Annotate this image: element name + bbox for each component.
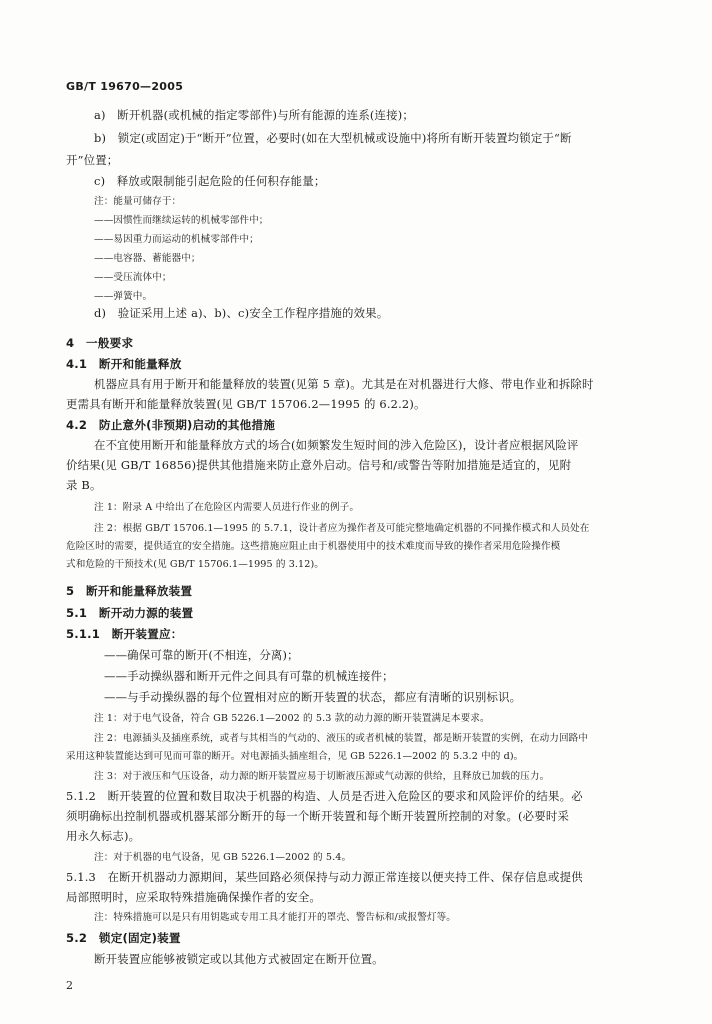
- note-2: 注 2：电源插头及插座系统，或者与其相当的气动的、液压的或者机械的装置，都是断开装置的实例，在动力回路中: [94, 733, 589, 744]
- paragraph-line: 用永久标志)。: [66, 829, 141, 843]
- list-item-c: c) 释放或限制能引起危险的任何积存能量；: [94, 174, 326, 188]
- list-item: ——与手动操纵器的每个位置相对应的断开装置的状态，都应有清晰的识别标识。: [104, 690, 522, 704]
- note-2: 注 2：根据 GB/T 15706.1—1995 的 5.7.1，设计者应为操作者及可能完整地确定机器的不同操作模式和人员处在: [94, 523, 590, 534]
- list-item: ——确保可靠的断开(不相连，分离)；: [104, 648, 299, 662]
- paragraph-line: 在不宜使用断开和能量释放方式的场合(如频繁发生短时间的涉入危险区)，设计者应根据风险评: [94, 438, 579, 452]
- page-number: 2: [66, 979, 74, 992]
- note-2-cont: 式和危险的干预技术(见 GB/T 15706.1—1995 的 3.12)。: [66, 559, 324, 570]
- note-item: ——弹簧中。: [94, 291, 153, 302]
- paragraph-line: 价结果(见 GB/T 16856)提供其他措施来防止意外启动。信号和/或警告等附加措施是适宜的，见附: [66, 458, 572, 472]
- section-5-2-heading: 5.2 锁定(固定)装置: [66, 931, 181, 945]
- paragraph-line: 断开装置应能够被锁定或以其他方式被固定在断开位置。: [94, 952, 384, 966]
- note-item: ——受压流体中；: [94, 272, 172, 283]
- paragraph-line: 更需具有断开和能量释放装置(见 GB/T 15706.2—1995 的 6.2.2)。: [66, 397, 426, 411]
- note-3: 注 3：对于液压和气压设备，动力源的断开装置应易于切断液压源或气动源的供给，且释放已加载的压力。: [94, 771, 550, 782]
- list-item-b: b) 锁定(或固定)于“断开”位置，必要时(如在大型机械或设施中)将所有断开装置均锁定于“断: [94, 131, 572, 145]
- paragraph-line: 机器应具有用于断开和能量释放的装置(见第 5 章)。尤其是在对机器进行大修、带电作业和拆除时: [94, 377, 594, 391]
- note-energy-storage: 注：能量可储存于：: [94, 196, 182, 207]
- section-5-1-2-paragraph: 5.1.2 断开装置的位置和数目取决于机器的构造、人员是否进入危险区的要求和风险评价的结果。必: [66, 789, 583, 803]
- note: 注：对于机器的电气设备，见 GB 5226.1—2002 的 5.4。: [94, 852, 352, 863]
- note-item: ——易因重力而运动的机械零部件中；: [94, 234, 259, 245]
- list-item-a: a) 断开机器(或机械的指定零部件)与所有能源的连系(连接)；: [94, 108, 414, 122]
- paragraph-line: 录 B。: [66, 478, 102, 492]
- section-4-1-heading: 4.1 断开和能量释放: [66, 357, 182, 371]
- list-item-b-cont: 开”位置；: [66, 153, 119, 167]
- note-2-cont: 危险区时的需要，提供适宜的安全措施。这些措施应阻止由于机器使用中的技术难度而导致的操作者采用危险操作模: [66, 541, 561, 552]
- section-4-2-heading: 4.2 防止意外(非预期)启动的其他措施: [66, 418, 276, 432]
- section-5-1-heading: 5.1 断开动力源的装置: [66, 606, 194, 620]
- note: 注：特殊措施可以是只有用钥匙或专用工具才能打开的罩壳、警告标和/或报警灯等。: [94, 912, 456, 923]
- paragraph-line: 须明确标出控制机器或机器某部分断开的每一个断开装置和每个断开装置所控制的对象。(必要时采: [66, 809, 570, 823]
- section-4-heading: 4 一般要求: [66, 336, 134, 350]
- note-item: ——因惯性而继续运转的机械零部件中；: [94, 215, 269, 226]
- section-5-1-1-heading: 5.1.1 断开装置应：: [66, 627, 183, 641]
- note-2-cont: 采用这种装置能达到可见而可靠的断开。对电源插头插座组合，见 GB 5226.1—2002 的 5.3.2 中的 d)。: [66, 751, 524, 762]
- section-5-1-3-paragraph: 5.1.3 在断开机器动力源期间，某些回路必须保持与动力源正常连接以便夹持工件、保存信息或提供: [66, 870, 583, 884]
- note-1: 注 1：附录 A 中给出了在危险区内需要人员进行作业的例子。: [94, 502, 360, 513]
- section-5-heading: 5 断开和能量释放装置: [66, 584, 193, 598]
- note-item: ——电容器、蓄能器中；: [94, 253, 201, 264]
- list-item: ——手动操纵器和断开元件之间具有可靠的机械连接件；: [104, 669, 394, 683]
- note-1: 注 1：对于电气设备，符合 GB 5226.1—2002 的 5.3 款的动力源的断开装置满足本要求。: [94, 713, 490, 724]
- standard-number-header: GB/T 19670—2005: [66, 80, 184, 93]
- paragraph-line: 局部照明时，应采取特殊措施确保操作者的安全。: [66, 890, 321, 904]
- list-item-d: d) 验证采用上述 a)、b)、c)安全工作程序措施的效果。: [94, 306, 389, 320]
